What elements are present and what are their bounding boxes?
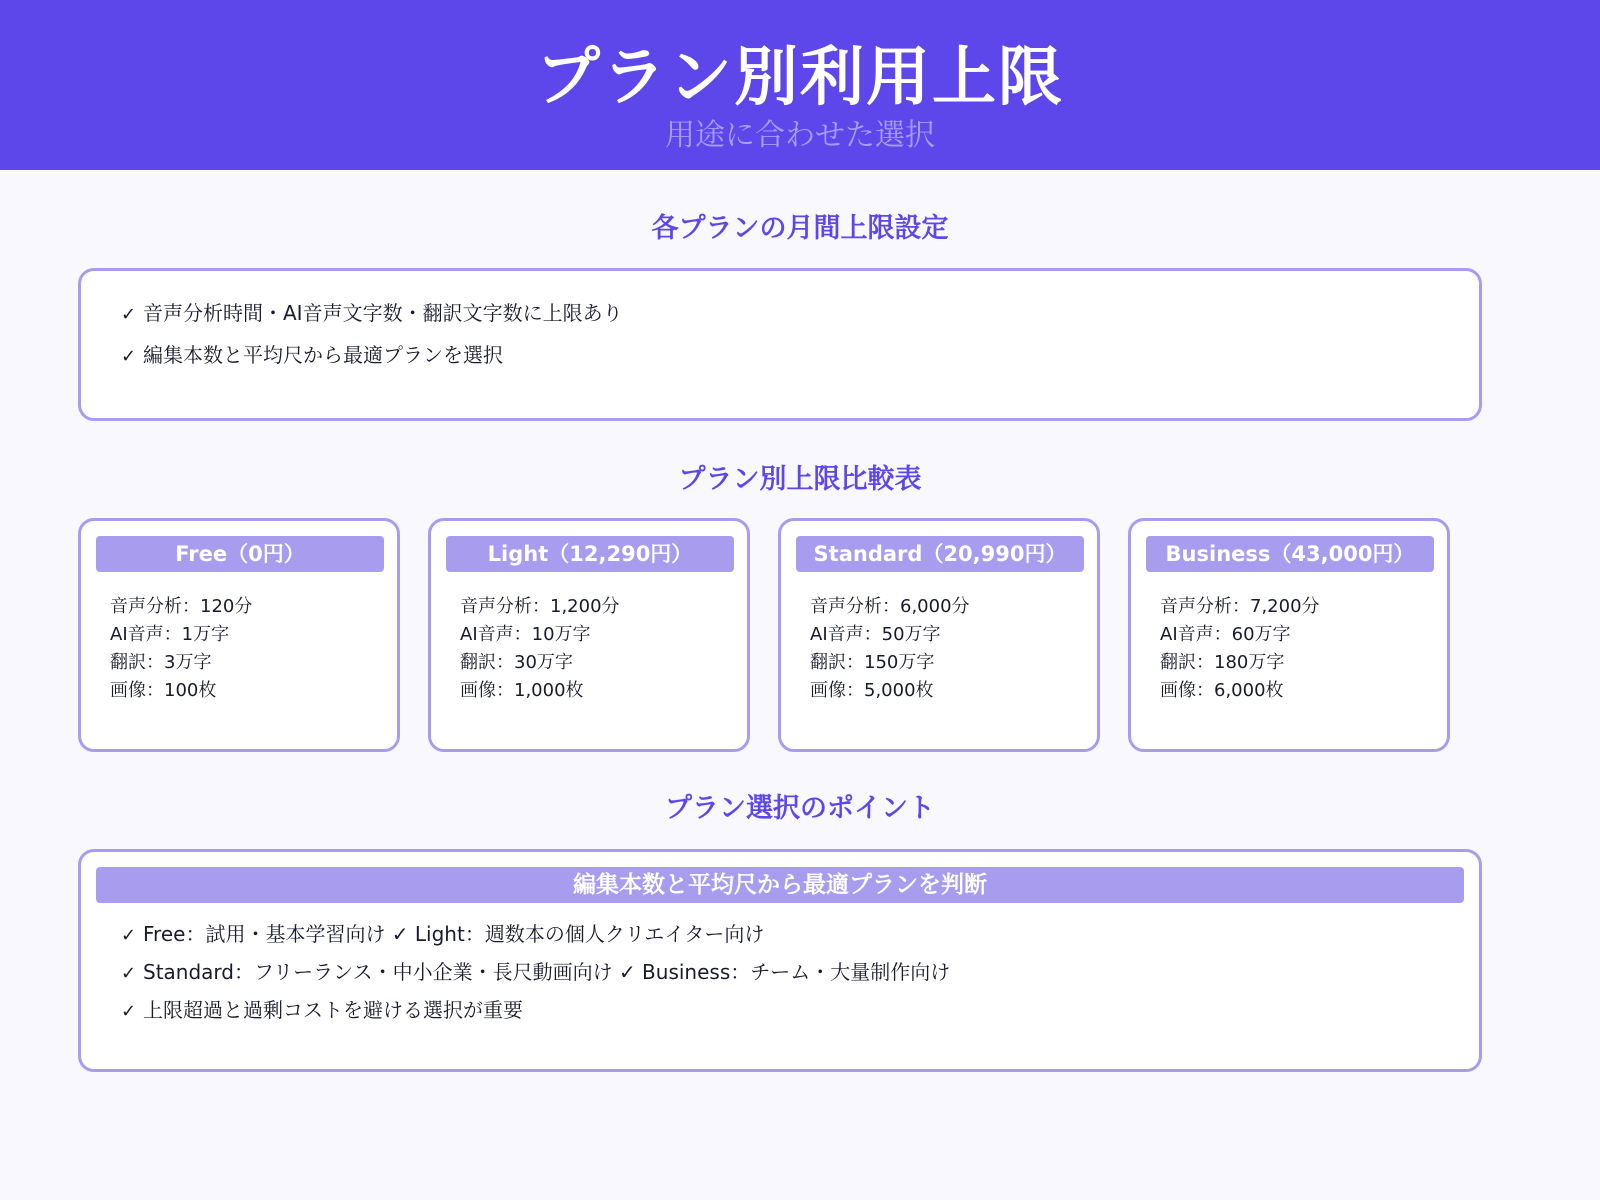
plan-limit-translation: 翻訳：150万字: [810, 652, 935, 673]
list-item: [121, 335, 623, 377]
plan-label: Business（43,000円）: [1146, 536, 1434, 572]
plan-limit-translation: 翻訳：3万字: [110, 652, 212, 673]
list-item-text: 上限超過と過剰コストを避ける選択が重要: [143, 998, 523, 1022]
list-item: [121, 992, 950, 1030]
plan-limit-ai-voice: AI音声：50万字: [810, 624, 941, 645]
page-subtitle: 用途に合わせた選択: [665, 118, 935, 153]
plan-label: Free（0円）: [96, 536, 384, 572]
plan-limit-images: 画像：6,000枚: [1160, 680, 1284, 701]
list-item-text: Standard：フリーランス・中小企業・長尺動画向け ✓ Business：チーム・大量制作向け: [143, 960, 951, 984]
plan-limits-list: [810, 593, 970, 705]
check-icon: ✓: [121, 963, 137, 984]
plan-limit-images: 画像：5,000枚: [810, 680, 934, 701]
monthly-limits-panel: [78, 268, 1482, 421]
monthly-limits-list: [121, 293, 623, 377]
plan-card-free: [78, 518, 400, 752]
list-item: [121, 916, 950, 954]
monthly-limits-heading: 各プランの月間上限設定: [651, 213, 949, 244]
check-icon: ✓: [121, 925, 137, 946]
selection-panel: [78, 849, 1482, 1072]
plan-label: Standard（20,990円）: [796, 536, 1084, 572]
plan-limits-list: [110, 593, 252, 705]
plan-limit-audio: 音声分析：6,000分: [810, 596, 970, 617]
selection-heading: プラン選択のポイント: [665, 793, 935, 824]
plan-card-business: [1128, 518, 1450, 752]
list-item-text: 編集本数と平均尺から最適プランを選択: [143, 343, 503, 367]
check-icon: ✓: [121, 304, 137, 325]
plan-card-standard: [778, 518, 1100, 752]
plan-limit-ai-voice: AI音声：1万字: [110, 624, 230, 645]
page-header: [0, 0, 1600, 170]
plan-limit-audio: 音声分析：7,200分: [1160, 596, 1320, 617]
plan-limit-translation: 翻訳：30万字: [460, 652, 573, 673]
plan-limit-audio: 音声分析：1,200分: [460, 596, 620, 617]
check-icon: ✓: [121, 1001, 137, 1022]
plan-label: Light（12,290円）: [446, 536, 734, 572]
selection-banner: 編集本数と平均尺から最適プランを判断: [96, 867, 1464, 903]
plan-limits-list: [460, 593, 620, 705]
plan-card-light: [428, 518, 750, 752]
list-item-text: Free：試用・基本学習向け ✓ Light：週数本の個人クリエイター向け: [143, 922, 765, 946]
comparison-heading: プラン別上限比較表: [678, 464, 922, 495]
list-item: [121, 293, 623, 335]
list-item: [121, 954, 950, 992]
page-title: プラン別利用上限: [536, 41, 1064, 115]
plan-limits-list: [1160, 593, 1320, 705]
check-icon: ✓: [121, 346, 137, 367]
plan-limit-ai-voice: AI音声：10万字: [460, 624, 591, 645]
plan-limit-images: 画像：1,000枚: [460, 680, 584, 701]
list-item-text: 音声分析時間・AI音声文字数・翻訳文字数に上限あり: [143, 301, 623, 325]
plan-limit-audio: 音声分析：120分: [110, 596, 253, 617]
plan-limit-images: 画像：100枚: [110, 680, 217, 701]
plan-limit-ai-voice: AI音声：60万字: [1160, 624, 1291, 645]
selection-list: [121, 916, 950, 1030]
plan-limit-translation: 翻訳：180万字: [1160, 652, 1285, 673]
